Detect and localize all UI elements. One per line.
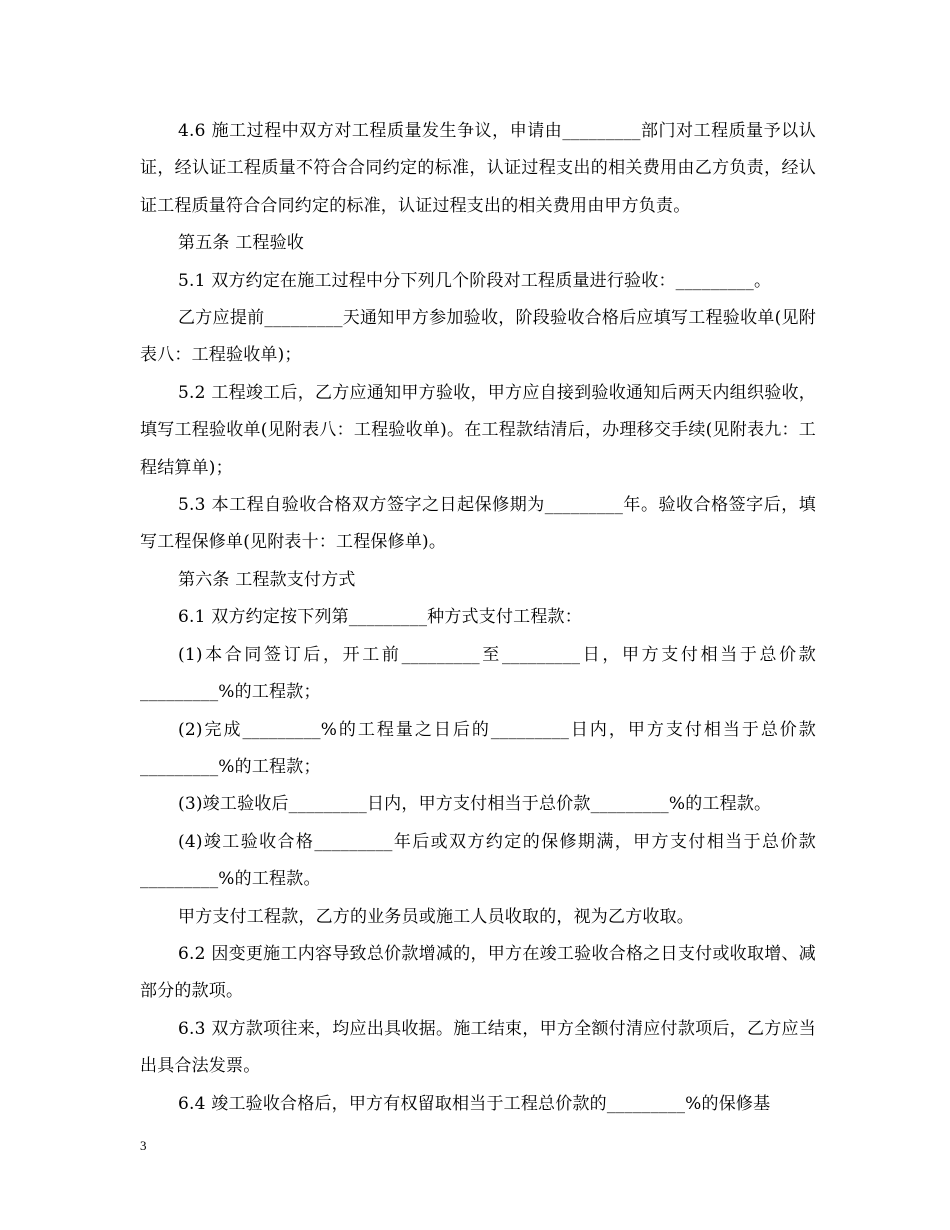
document-body [140, 113, 816, 1123]
paragraph-5-1: 5.1 双方约定在施工过程中分下列几个阶段对工程质量进行验收：_________。 [178, 270, 772, 291]
payment-option-3: (3)竣工验收后_________日内，甲方支付相当于总价款_________%的工程款。 [178, 794, 772, 815]
paragraph-5-2: 5.2 工程竣工后，乙方应通知甲方验收，甲方应自接到验收通知后两天内组织验收，填写工程验收单(见附表八：工程验收单)。在工程款结清后，办理移交手续(见附表九：工程结算单)； [140, 382, 816, 478]
paragraph-6-4: 6.4 竣工验收合格后，甲方有权留取相当于工程总价款的_________%的保修基 [178, 1093, 771, 1114]
payment-receipt-note: 甲方支付工程款，乙方的业务员或施工人员收取的，视为乙方收取。 [178, 906, 694, 927]
page-number: 3 [140, 1138, 147, 1153]
payment-option-2: (2)完成_________%的工程量之日后的_________日内，甲方支付相当于总价款_________%的工程款； [140, 719, 816, 777]
paragraph-6-3: 6.3 双方款项往来，均应出具收据。施工结束，甲方全额付清应付款项后，乙方应当出具合法发票。 [140, 1018, 816, 1077]
payment-option-1: (1)本合同签订后，开工前_________至_________日，甲方支付相当于总价款_________%的工程款； [140, 644, 816, 703]
section-heading-6: 第六条 工程款支付方式 [178, 569, 356, 590]
paragraph-6-2: 6.2 因变更施工内容导致总价款增减的，甲方在竣工验收合格之日支付或收取增、减部分的款项。 [140, 943, 816, 1002]
paragraph-6-1: 6.1 双方约定按下列第_________种方式支付工程款： [178, 607, 582, 628]
paragraph-4-6: 4.6 施工过程中双方对工程质量发生争议，申请由_________部门对工程质量予以认证，经认证工程质量不符合合同约定的标准，认证过程支出的相关费用由乙方负责，经认证工程质量符合合同约定的标准，认证过程支出的相关费用由甲方负责。 [140, 121, 816, 216]
payment-option-4: (4)竣工验收合格_________年后或双方约定的保修期满，甲方支付相当于总价款_________%的工程款。 [140, 831, 816, 890]
section-heading-5: 第五条 工程验收 [178, 233, 305, 254]
paragraph-5-3: 5.3 本工程自验收合格双方签字之日起保修期为_________年。验收合格签字后，填写工程保修单(见附表十：工程保修单)。 [140, 495, 816, 553]
paragraph-5-1-notice: 乙方应提前_________天通知甲方参加验收，阶段验收合格后应填写工程验收单(见附表八：工程验收单)； [140, 308, 816, 366]
